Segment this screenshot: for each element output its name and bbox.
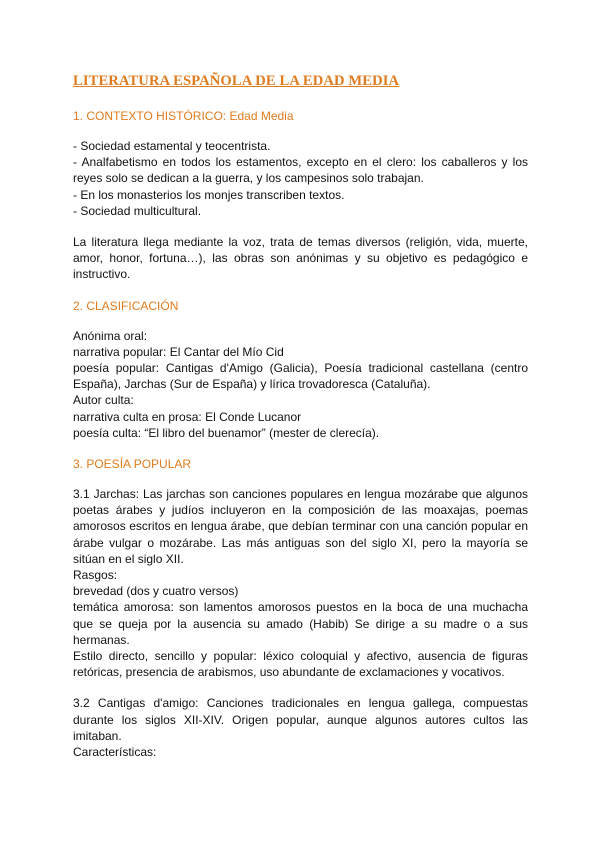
- bullet-item: - Sociedad estamental y teocentrista.: [73, 139, 271, 153]
- cantigas-line: Características:: [73, 745, 157, 760]
- classification-line: narrativa popular: El Cantar del Mío Cid: [73, 344, 284, 359]
- jarchas-paragraph: 3.1 Jarchas: Las jarchas son canciones populares en lengua mozárabe que algunos poetas árabes y judíos incluyeron en la composición de las moaxajas, poemas amorosos escritos en lengua árabe, que debían terminar con una canción popular en árabe vulgar o mozárabe. Las más antiguas son del siglo XI, pero la mayoría se sitúan en el siglo XII.: [73, 487, 528, 566]
- paragraph-literatura: La literatura llega mediante la voz, trata de temas diversos (religión, vida, muerte, amor, honor, fortuna…), las obras son anónimas y su objetivo es pedagógico e instructivo.: [73, 235, 528, 282]
- spacer: [73, 283, 528, 298]
- cantigas-paragraph: 3.2 Cantigas d'amigo: Canciones tradicionales en lengua gallega, compuestas durante los siglos XII-XIV. Origen popular, aunque algunos autores cultos las imitaban.: [73, 696, 528, 743]
- jarchas-paragraph: Estilo directo, sencillo y popular: léxico coloquial y afectivo, ausencia de figuras retóricas, presencia de arabismos, uso abundante de exclamaciones y vocativos.: [73, 649, 528, 680]
- classification-line: poesía popular: Cantigas d'Amigo (Galicia), Poesía tradicional castellana (centro España), Jarchas (Sur de España) y lírica trovadoresca (Cataluña).: [73, 361, 528, 392]
- classification-line: narrativa culta en prosa: El Conde Lucanor: [73, 409, 302, 424]
- spacer: [73, 441, 528, 456]
- section-heading-contexto: 1. CONTEXTO HISTÓRICO: Edad Media: [73, 109, 294, 123]
- bullet-item: - Sociedad multicultural.: [73, 203, 202, 218]
- document-title: LITERATURA ESPAÑOLA DE LA EDAD MEDIA: [73, 73, 400, 89]
- jarchas-line: Rasgos:: [73, 568, 118, 583]
- jarchas-paragraph: temática amorosa: son lamentos amorosos puestos en la boca de una muchacha que se queja por la ausencia su amado (Habib) Se dirige a su madre o a sus hermanas.: [73, 600, 528, 647]
- spacer: [73, 219, 528, 234]
- bullet-item: - Analfabetismo en todos los estamentos, excepto en el clero: los caballeros y los reyes solo se dedican a la guerra, y los campesinos solo trabajan.: [73, 155, 528, 186]
- spacer: [73, 680, 528, 695]
- classification-line: poesía culta: “El libro del buenamor” (mester de clerecía).: [73, 425, 380, 440]
- document-body: [73, 72, 528, 760]
- jarchas-line: brevedad (dos y cuatro versos): [73, 584, 239, 599]
- section-heading-poesia-popular: 3. POESÍA POPULAR: [73, 457, 192, 472]
- bullet-item: - En los monasterios los monjes transcriben textos.: [73, 187, 345, 202]
- section-heading-clasificacion: 2. CLASIFICACIÓN: [73, 298, 179, 313]
- classification-line: Autor culta:: [73, 393, 134, 408]
- classification-line: Anónima oral:: [73, 328, 148, 343]
